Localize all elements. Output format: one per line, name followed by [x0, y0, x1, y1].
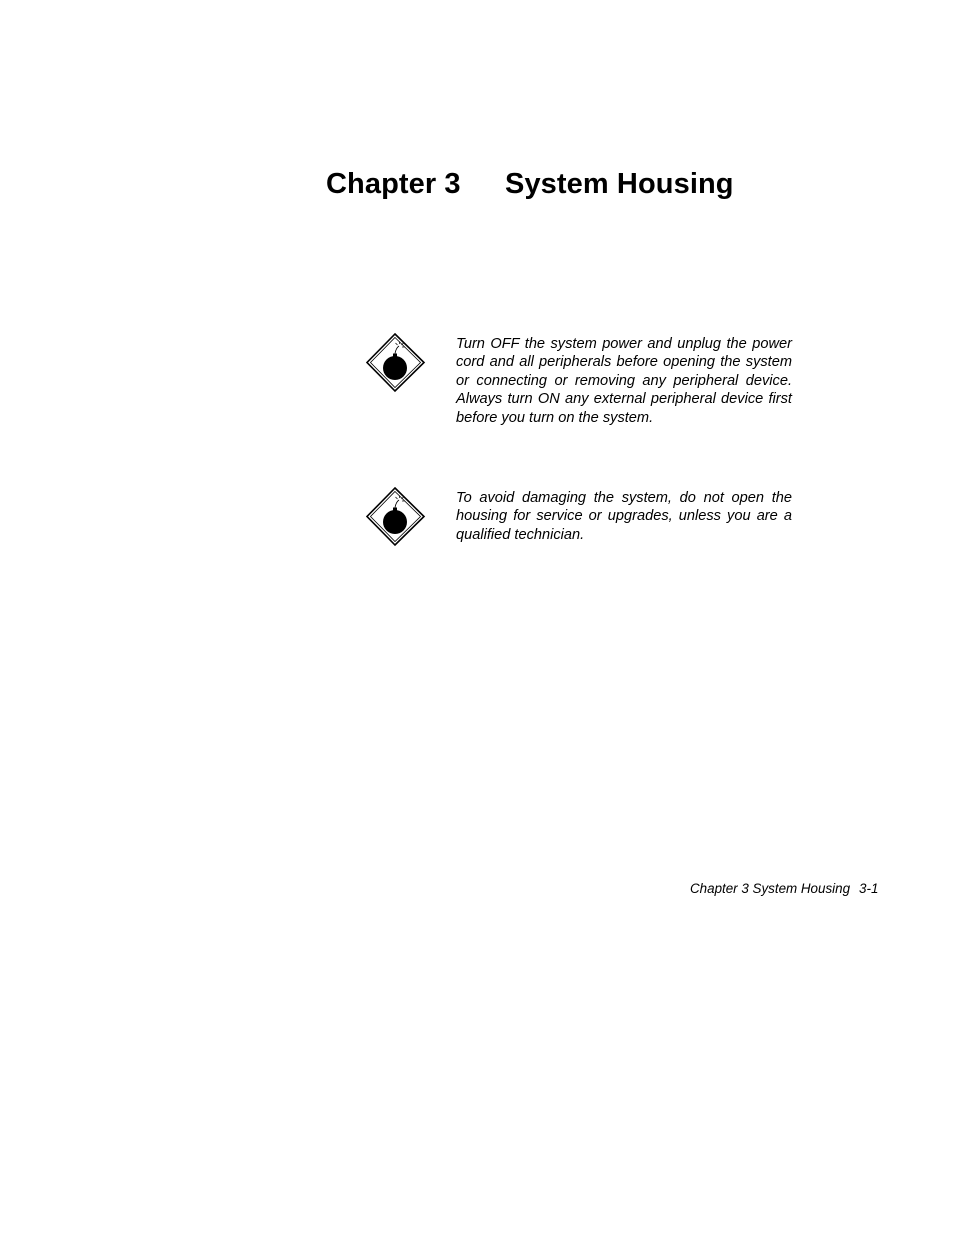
footer-running-title: Chapter 3 System Housing [690, 881, 851, 896]
chapter-title [326, 168, 734, 201]
bomb-warning-icon [366, 333, 426, 393]
chapter-number: Chapter 3 [326, 168, 461, 200]
page-footer [690, 881, 878, 896]
bomb-warning-icon [366, 487, 426, 547]
warning-text-qualified-technician: To avoid damaging the system, do not open the housing for service or upgrades, unless you are a qualified technician. [456, 490, 792, 543]
chapter-name: System Housing [505, 168, 734, 200]
footer-page-number: 3-1 [859, 881, 879, 896]
warning-text-power-off: Turn OFF the system power and unplug the power cord and all peripherals before opening the system or connecting or removing any peripheral device. Always turn ON any external peripheral device first before you turn on the system. [456, 336, 792, 426]
